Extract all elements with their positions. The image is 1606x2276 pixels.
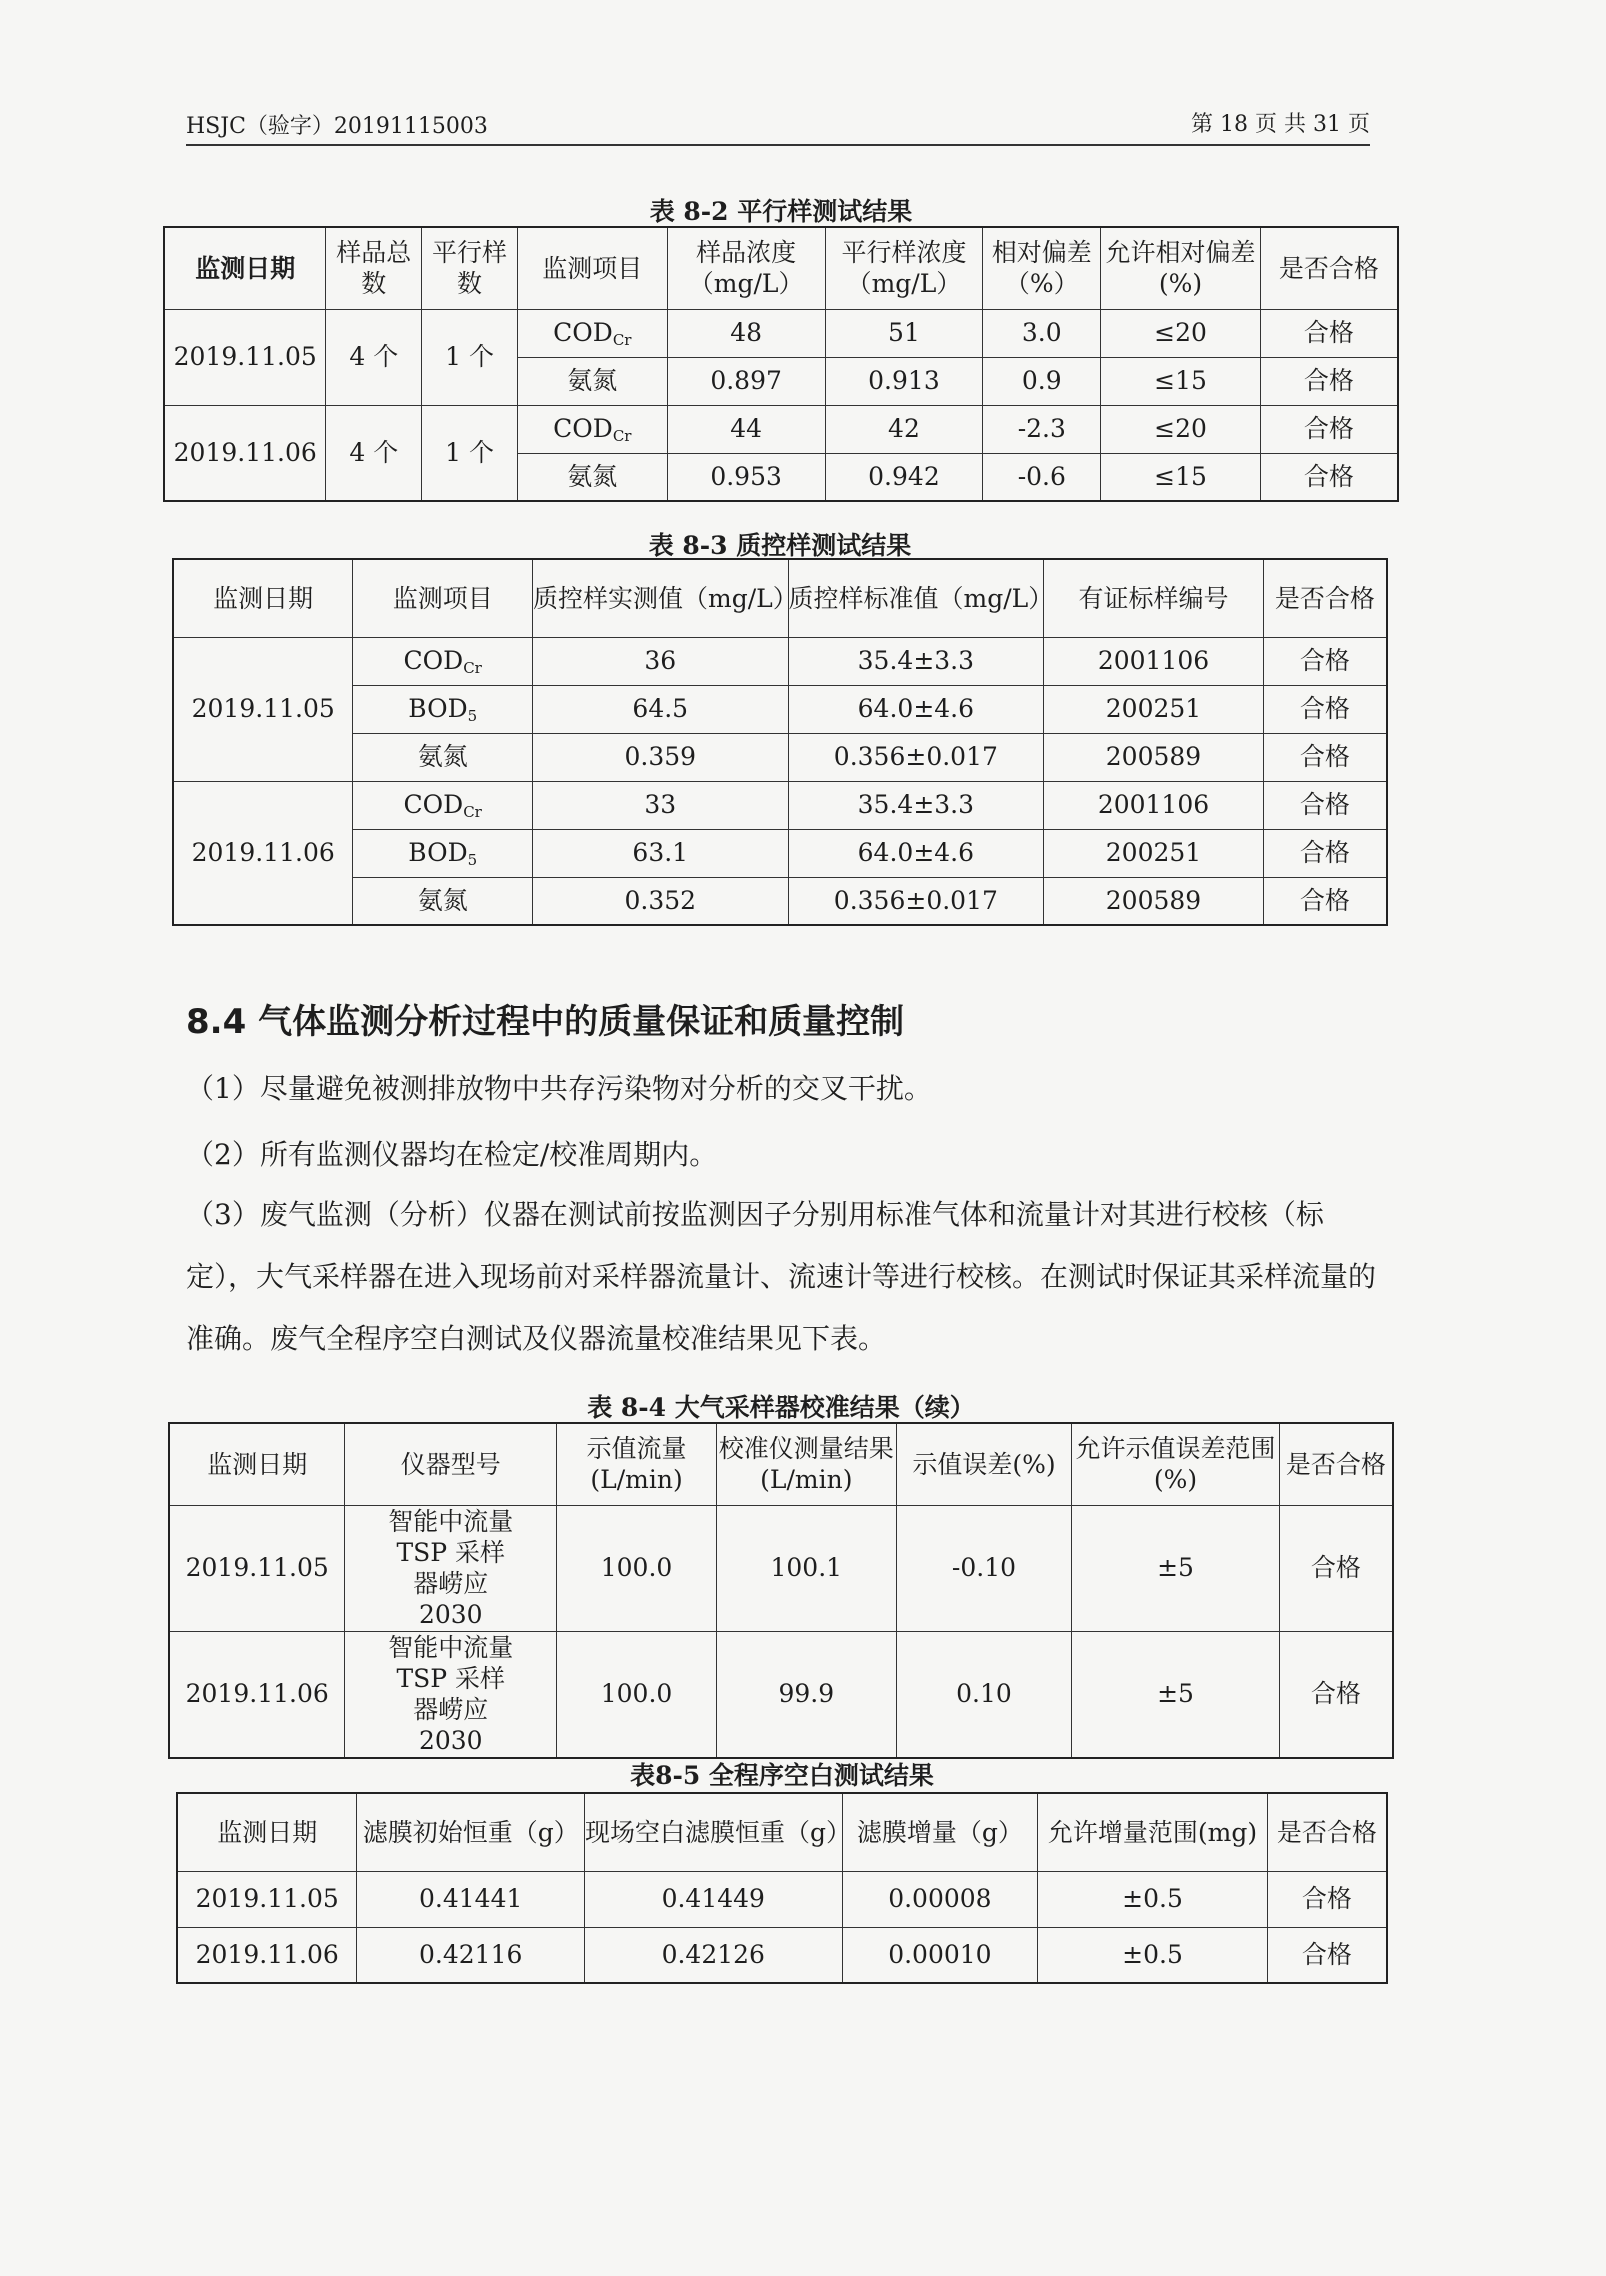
deviation-cell: -2.3: [983, 405, 1101, 453]
standard-cell: 64.0±4.6: [788, 829, 1044, 877]
standard-cell: 0.356±0.017: [788, 877, 1044, 925]
standard-cell: 35.4±3.3: [788, 781, 1044, 829]
date-cell: 2019.11.05: [177, 1871, 357, 1927]
pass-cell: 合格: [1263, 781, 1387, 829]
table-row: [177, 1871, 1387, 1927]
item-name: COD: [403, 645, 464, 675]
date-cell: 2019.11.05: [169, 1505, 345, 1631]
table-8-2: [163, 226, 1399, 502]
standard-cell: 64.0±4.6: [788, 685, 1044, 733]
allowed-cell: ±5: [1072, 1631, 1279, 1758]
page-header: [186, 108, 1370, 146]
table-8-2-caption: 表 8-2 平行样测试结果: [649, 197, 913, 226]
item-cell: 氨氮: [353, 733, 533, 781]
item-subscript: Cr: [463, 658, 482, 677]
pass-cell: 合格: [1267, 1871, 1387, 1927]
item-subscript: Cr: [612, 330, 632, 349]
table-row: [169, 1505, 1393, 1631]
col-header: 允许示值误差范围(%): [1072, 1423, 1279, 1505]
document-number: HSJC（验字）20191115003: [186, 114, 488, 139]
sample-cell: 44: [667, 405, 825, 453]
col-header: 示值误差(%): [896, 1423, 1072, 1505]
col-header: 相对偏差（%）: [983, 227, 1101, 309]
allowed-cell: ±0.5: [1038, 1927, 1267, 1983]
item-name: BOD: [408, 693, 468, 723]
item-cell: 氨氮: [517, 357, 667, 405]
standard-cell: 0.356±0.017: [788, 733, 1044, 781]
parallel-conc-cell: 51: [825, 309, 983, 357]
table-8-4: [168, 1422, 1394, 1759]
item-name: BOD: [408, 837, 468, 867]
table-8-5: [176, 1792, 1388, 1984]
model-cell: 智能中流量TSP 采样器崂应 2030: [345, 1631, 557, 1758]
item-subscript: 5: [467, 850, 478, 869]
table-header-row: [177, 1793, 1387, 1871]
sample-cell: 0.897: [667, 357, 825, 405]
field-weight-cell: 0.41449: [585, 1871, 843, 1927]
allowed-cell: ±5: [1072, 1505, 1279, 1631]
deviation-cell: -0.6: [983, 453, 1101, 501]
table-8-5-caption: 表8-5 全程序空白测试结果: [630, 1761, 934, 1790]
error-cell: -0.10: [896, 1505, 1072, 1631]
table-header-row: [169, 1423, 1393, 1505]
pass-cell: 合格: [1263, 685, 1387, 733]
table-row: [164, 309, 1398, 357]
parallel-conc-cell: 0.913: [825, 357, 983, 405]
allowed-cell: ±0.5: [1038, 1871, 1267, 1927]
col-header: 监测项目: [353, 559, 533, 637]
parallel-count-cell: 1 个: [422, 309, 518, 405]
page-number: 第 18 页 共 31 页: [1191, 112, 1370, 137]
date-cell: 2019.11.06: [164, 405, 326, 501]
col-header: 监测日期: [173, 559, 353, 637]
col-header: 质控样标准值（mg/L）: [788, 559, 1044, 637]
table-row: [177, 1927, 1387, 1983]
col-header: 平行样浓度（mg/L）: [825, 227, 983, 309]
table-row: [173, 733, 1387, 781]
item-cell: [353, 685, 533, 733]
table-row: [173, 685, 1387, 733]
item-cell: 氨氮: [517, 453, 667, 501]
col-header: 允许增量范围(mg): [1038, 1793, 1267, 1871]
date-cell: 2019.11.05: [164, 309, 326, 405]
pass-cell: 合格: [1260, 405, 1398, 453]
date-cell: 2019.11.06: [169, 1631, 345, 1758]
item-name: COD: [403, 789, 464, 819]
col-header: 是否合格: [1279, 1423, 1393, 1505]
indicated-flow-cell: 100.0: [557, 1505, 717, 1631]
col-header: 样品浓度（mg/L）: [667, 227, 825, 309]
pass-cell: 合格: [1263, 829, 1387, 877]
allowed-cell: ≤15: [1101, 453, 1261, 501]
col-header: 滤膜增量（g）: [842, 1793, 1038, 1871]
col-header: 校准仪测量结果(L/min): [716, 1423, 896, 1505]
initial-weight-cell: 0.41441: [357, 1871, 585, 1927]
pass-cell: 合格: [1279, 1631, 1393, 1758]
total-cell: 4 个: [326, 309, 422, 405]
col-header: 监测日期: [169, 1423, 345, 1505]
col-header: 监测日期: [177, 1793, 357, 1871]
date-cell: 2019.11.06: [173, 781, 353, 925]
col-header: 允许相对偏差(%): [1101, 227, 1261, 309]
increment-cell: 0.00010: [842, 1927, 1038, 1983]
cert-number-cell: 200589: [1044, 877, 1264, 925]
pass-cell: 合格: [1263, 637, 1387, 685]
table-row: [169, 1631, 1393, 1758]
cert-number-cell: 200251: [1044, 829, 1264, 877]
cert-number-cell: 200589: [1044, 733, 1264, 781]
item-subscript: Cr: [463, 802, 482, 821]
paragraph-1: （1）尽量避免被测排放物中共存污染物对分析的交叉干扰。: [186, 1072, 932, 1105]
model-cell: 智能中流量TSP 采样器崂应 2030: [345, 1505, 557, 1631]
allowed-cell: ≤20: [1101, 309, 1261, 357]
allowed-cell: ≤20: [1101, 405, 1261, 453]
col-header: 示值流量(L/min): [557, 1423, 717, 1505]
table-row: [173, 829, 1387, 877]
measured-cell: 64.5: [533, 685, 789, 733]
indicated-flow-cell: 100.0: [557, 1631, 717, 1758]
paragraph-2: （2）所有监测仪器均在检定/校准周期内。: [186, 1138, 718, 1171]
cert-number-cell: 200251: [1044, 685, 1264, 733]
col-header: 是否合格: [1263, 559, 1387, 637]
date-cell: 2019.11.05: [173, 637, 353, 781]
pass-cell: 合格: [1267, 1927, 1387, 1983]
pass-cell: 合格: [1260, 357, 1398, 405]
measured-cell: 33: [533, 781, 789, 829]
deviation-cell: 3.0: [983, 309, 1101, 357]
col-header: 平行样数: [422, 227, 518, 309]
col-header: 是否合格: [1260, 227, 1398, 309]
table-row: [173, 877, 1387, 925]
item-cell: [517, 405, 667, 453]
item-subscript: Cr: [612, 426, 632, 445]
field-weight-cell: 0.42126: [585, 1927, 843, 1983]
col-header: 滤膜初始恒重（g）: [357, 1793, 585, 1871]
parallel-conc-cell: 42: [825, 405, 983, 453]
pass-cell: 合格: [1263, 877, 1387, 925]
pass-cell: 合格: [1260, 453, 1398, 501]
cert-number-cell: 2001106: [1044, 781, 1264, 829]
measured-flow-cell: 99.9: [716, 1631, 896, 1758]
parallel-count-cell: 1 个: [422, 405, 518, 501]
section-title: 8.4 气体监测分析过程中的质量保证和质量控制: [186, 1002, 905, 1042]
item-cell: [353, 781, 533, 829]
table-row: [164, 405, 1398, 453]
paragraph-3: （3）废气监测（分析）仪器在测试前按监测因子分别用标准气体和流量计对其进行校核（标定），大气采样器在进入现场前对采样器流量计、流速计等进行校核。在测试时保证其采样流量的准确。废气全程序空白测试及仪器流量校准结果见下表。: [186, 1198, 1377, 1355]
standard-cell: 35.4±3.3: [788, 637, 1044, 685]
error-cell: 0.10: [896, 1631, 1072, 1758]
col-header: 现场空白滤膜恒重（g）: [585, 1793, 843, 1871]
col-header: 样品总数: [326, 227, 422, 309]
item-cell: 氨氮: [353, 877, 533, 925]
measured-cell: 0.352: [533, 877, 789, 925]
table-header-row: [164, 227, 1398, 309]
pass-cell: 合格: [1260, 309, 1398, 357]
col-header: 仪器型号: [345, 1423, 557, 1505]
allowed-cell: ≤15: [1101, 357, 1261, 405]
measured-flow-cell: 100.1: [716, 1505, 896, 1631]
col-header: 有证标样编号: [1044, 559, 1264, 637]
pass-cell: 合格: [1279, 1505, 1393, 1631]
col-header: 是否合格: [1267, 1793, 1387, 1871]
sample-cell: 48: [667, 309, 825, 357]
col-header: 监测日期: [164, 227, 326, 309]
item-subscript: 5: [467, 706, 478, 725]
increment-cell: 0.00008: [842, 1871, 1038, 1927]
date-cell: 2019.11.06: [177, 1927, 357, 1983]
cert-number-cell: 2001106: [1044, 637, 1264, 685]
measured-cell: 0.359: [533, 733, 789, 781]
table-row: [173, 637, 1387, 685]
item-name: COD: [553, 317, 613, 347]
item-cell: [517, 309, 667, 357]
table-8-3: [172, 558, 1388, 926]
parallel-conc-cell: 0.942: [825, 453, 983, 501]
col-header: 质控样实测值（mg/L）: [533, 559, 789, 637]
deviation-cell: 0.9: [983, 357, 1101, 405]
sample-cell: 0.953: [667, 453, 825, 501]
pass-cell: 合格: [1263, 733, 1387, 781]
table-header-row: [173, 559, 1387, 637]
initial-weight-cell: 0.42116: [357, 1927, 585, 1983]
table-8-3-caption: 表 8-3 质控样测试结果: [648, 531, 912, 560]
col-header: 监测项目: [517, 227, 667, 309]
measured-cell: 63.1: [533, 829, 789, 877]
total-cell: 4 个: [326, 405, 422, 501]
item-cell: [353, 829, 533, 877]
measured-cell: 36: [533, 637, 789, 685]
item-name: COD: [553, 413, 613, 443]
table-row: [173, 781, 1387, 829]
item-cell: [353, 637, 533, 685]
table-8-4-caption: 表 8-4 大气采样器校准结果（续）: [587, 1393, 975, 1422]
